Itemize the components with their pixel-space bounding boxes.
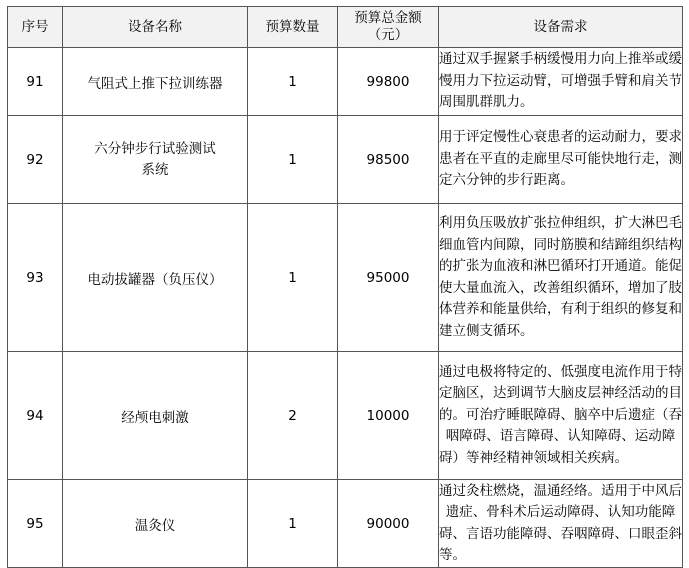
table-row (8, 116, 683, 204)
equipment-table (7, 6, 683, 568)
row-name: 温灸仪 (63, 480, 248, 568)
table-header-row (8, 7, 683, 48)
row-qty: 1 (248, 480, 338, 568)
row-total: 90000 (338, 480, 439, 568)
row-total: 98500 (338, 116, 439, 204)
header-need: 设备需求 (439, 7, 683, 48)
row-name: 气阻式上推下拉训练器 (63, 48, 248, 116)
row-total: 99800 (338, 48, 439, 116)
row-need: 通过双手握紧手柄缓慢用力向上推举或缓慢用力下拉运动臂，可增强手臂和肩关节周围肌群肌力。 (439, 48, 683, 116)
row-index: 91 (8, 48, 63, 116)
header-total: 预算总金额（元） (338, 7, 439, 48)
row-index: 95 (8, 480, 63, 568)
row-need: 用于评定慢性心衰患者的运动耐力，要求患者在平直的走廊里尽可能快地行走，测定六分钟的步行距离。 (439, 116, 683, 204)
row-name: 六分钟步行试验测试系统 (63, 116, 248, 204)
table-row (8, 204, 683, 352)
header-qty: 预算数量 (248, 7, 338, 48)
table-row (8, 352, 683, 480)
table-row (8, 48, 683, 116)
row-qty: 1 (248, 204, 338, 352)
row-total: 95000 (338, 204, 439, 352)
row-index: 92 (8, 116, 63, 204)
header-index: 序号 (8, 7, 63, 48)
row-name: 电动拔罐器（负压仪） (63, 204, 248, 352)
row-need: 通过电极将特定的、低强度电流作用于特定脑区，达到调节大脑皮层神经活动的目的。可治疗睡眠障碍、脑卒中后遗症（吞咽障碍、语言障碍、认知障碍、运动障碍）等神经精神领域相关疾病。 (439, 352, 683, 480)
row-need: 利用负压吸放扩张拉伸组织，扩大淋巴毛细血管内间隙，同时筋膜和结蹄组织结构的扩张为血液和淋巴循环打开通道。能促使大量血流入，改善组织循环，增加了肢体营养和能量供给，有利于组织的修复和建立侧支循环。 (439, 204, 683, 352)
row-total: 10000 (338, 352, 439, 480)
row-qty: 1 (248, 48, 338, 116)
row-need: 通过灸柱燃烧，温通经络。适用于中风后遗症、骨科术后运动障碍、认知功能障碍、言语功能障碍、吞咽障碍、口眼歪斜等。 (439, 480, 683, 568)
row-qty: 1 (248, 116, 338, 204)
row-qty: 2 (248, 352, 338, 480)
row-index: 94 (8, 352, 63, 480)
table-row (8, 480, 683, 568)
row-name: 经颅电刺激 (63, 352, 248, 480)
header-name: 设备名称 (63, 7, 248, 48)
row-index: 93 (8, 204, 63, 352)
